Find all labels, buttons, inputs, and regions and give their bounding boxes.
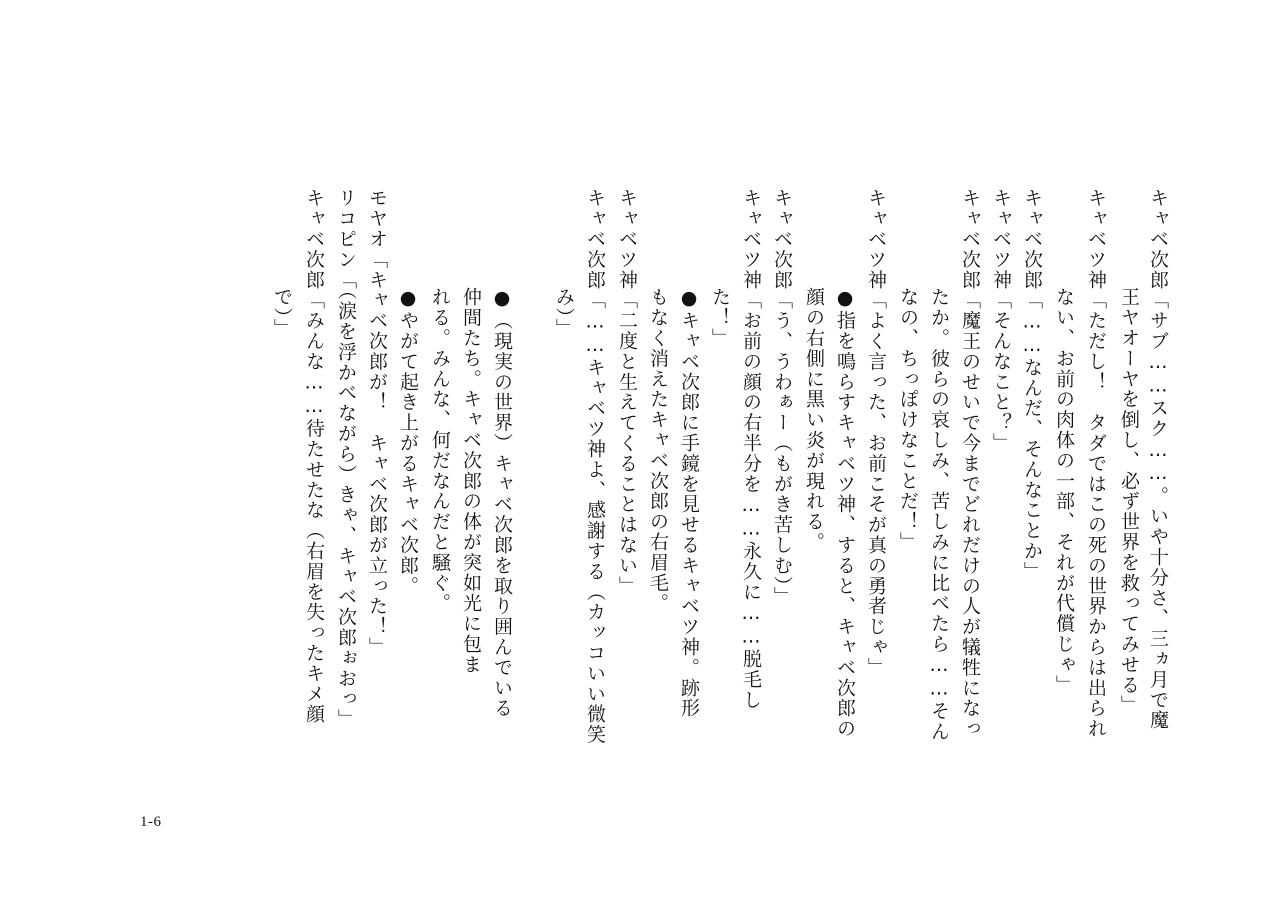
script-line: ない、お前の肉体の一部、それが代償じゃ」 (1053, 287, 1075, 695)
script-line: キャベツ神「お前の顔の右半分を……永久に……脱毛し (740, 188, 762, 710)
script-line: ●キャベ次郎に手鏡を見せるキャベツ神。跡形 (678, 287, 700, 719)
script-line: ●（現実の世界）キャベ次郎を取り囲んでいる (491, 287, 513, 719)
script-line: なの、ちっぽけなことだ！」 (897, 287, 919, 553)
script-line: キャベ次郎「みんな……待たせたな（右眉を失ったキメ顔 (303, 188, 325, 725)
script-line: で）」 (271, 287, 293, 339)
script-line: キャベツ神「二度と生えてくることはない」 (616, 188, 638, 596)
script-line: れる。みんな、何だなんだと騒ぐ。 (429, 287, 451, 614)
script-line: 顔の右側に黒い炎が現れる。 (803, 287, 825, 553)
script-line: キャベツ神「よく言った、お前こそが真の勇者じゃ」 (865, 188, 887, 678)
script-line: キャベ次郎「……キャベツ神よ、感謝する（カッコいい微笑 (584, 188, 606, 745)
script-line: もなく消えたキャベ次郎の右眉毛。 (647, 287, 669, 614)
script-line: 仲間たち。キャベ次郎の体が突如光に包ま (460, 287, 482, 675)
script-line: ●指を鳴らすキャベツ神、すると、キャベ次郎の (834, 287, 856, 739)
script-line: ●やがて起き上がるキャベ次郎。 (397, 287, 419, 596)
script-line: み）」 (553, 287, 575, 339)
script-line: キャベ次郎「サブ……スク……。いや十分さ、三ヵ月で魔 (1147, 188, 1169, 731)
script-line: キャベ次郎「……なんだ、そんなことか」 (1021, 188, 1043, 582)
script-line: キャベ次郎「魔王のせいで今までどれだけの人が犠牲になっ (959, 188, 981, 739)
script-line: 王ヤオーヤを倒し、必ず世界を救ってみせる」 (1118, 287, 1140, 716)
script-line: リコピン「（涙を浮かべながら）きゃ、キャベ次郎ぉおっ」 (335, 188, 357, 730)
script-line: たか。彼らの哀しみ、苦しみに比べたら……そん (928, 287, 950, 742)
script-line: キャベ次郎「う、うわぁー（もがき苦しむ）」 (771, 188, 793, 607)
page-number: 1-6 (140, 814, 162, 830)
script-line: た！」 (709, 287, 731, 349)
script-line: キャベツ神「そんなこと？」 (990, 188, 1012, 454)
script-line: モヤオ「キャベ次郎が！ キャベ次郎が立った！」 (366, 188, 388, 658)
script-line: キャベツ神「ただし！ タダではこの死の世界からは出られ (1085, 188, 1107, 739)
